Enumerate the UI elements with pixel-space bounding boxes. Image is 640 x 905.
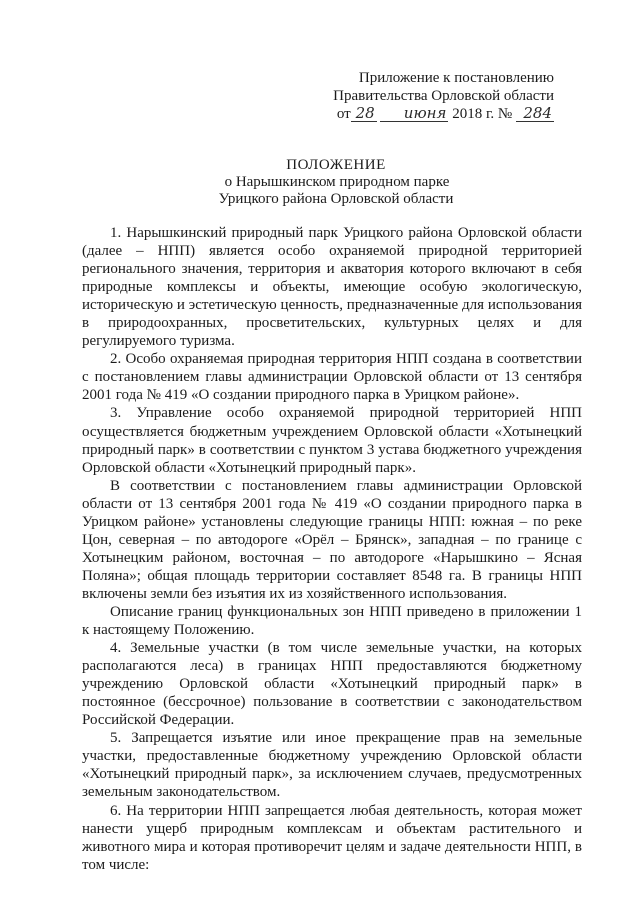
document-body (82, 224, 582, 874)
paragraph-5: 5. Запрещается изъятие или иное прекращение прав на земельные участки, предоставленные бюджетному учреждению Орловской области «Хотынецкий природный парк», за исключением случаев, предусмотренных земельным законодательством. (82, 730, 582, 801)
paragraph-boundaries: В соответствии с постановлением главы администрации Орловской области от 13 сентября 2001 года № 419 «О создании природного парка в Урицком районе» установлены следующие границы НПП: южная – по реке Цон, северная – по автодороге «Орёл – Брянск», западная – по границе с Хотынецким районом, восточная – по автодороге «Нарышкино – Ясная Поляна»; общая площадь территории составляет 8548 га. В границы НПП включены земли без изъятия их из хозяйственного использования. (82, 477, 582, 602)
paragraph-3: 3. Управление особо охраняемой природной территорией НПП осуществляется бюджетным учреждением Орловской области «Хотынецкий природный парк» в соответствии с пунктом 3 устава бюджетного учреждения Орловской области «Хотынецкий природный парк». (82, 405, 582, 476)
paragraph-1: 1. Нарышкинский природный парк Урицкого района Орловской области (далее – НПП) является особо охраняемой природной территорией регионального значения, территория и акватория которого включают в себя природные комплексы и объекты, имеющие особую экологическую, историческую и эстетическую ценность, предназначенные для использования в природоохранных, просветительских, культурных целях и для регулируемого туризма. (82, 225, 582, 350)
paragraph-zones: Описание границ функциональных зон НПП приведено в приложении 1 к настоящему Положению. (82, 603, 582, 639)
paragraph-6: 6. На территории НПП запрещается любая деятельность, которая может нанести ущерб природным комплексам и объектам растительного и животного мира и которая противоречит целям и задаче деятельности НПП, в том числе: (82, 802, 582, 873)
appendix-line-2: Правительства Орловской области (333, 88, 554, 104)
document-subtitle-2: Урицкого района Орловской области (218, 191, 454, 207)
handwritten-day: 28 (351, 106, 377, 122)
handwritten-number: 284 (516, 106, 554, 122)
paragraph-2: 2. Особо охраняемая природная территория НПП создана в соответствии с постановлением главы администрации Орловской области от 13 сентября 2001 года № 419 «О создании природного парка в Урицком районе». (82, 351, 582, 404)
handwritten-month: июня (380, 106, 448, 122)
document-title: ПОЛОЖЕНИЕ (286, 157, 386, 173)
appendix-line-1: Приложение к постановлению (358, 70, 554, 86)
document-subtitle-1: о Нарышкинском природном парке (224, 174, 450, 190)
paragraph-4: 4. Земельные участки (в том числе земельные участки, на которых располагаются леса) в границах НПП предоставляются бюджетному учреждению Орловской области «Хотынецкий природный парк» в постоянное (бессрочное) пользование в соответствии с законодательством Российской Федерации. (82, 640, 582, 729)
date-prefix: от (336, 106, 351, 122)
year-and-number-label: 2018 г. № (452, 106, 513, 122)
appendix-date-line (0, 106, 554, 123)
